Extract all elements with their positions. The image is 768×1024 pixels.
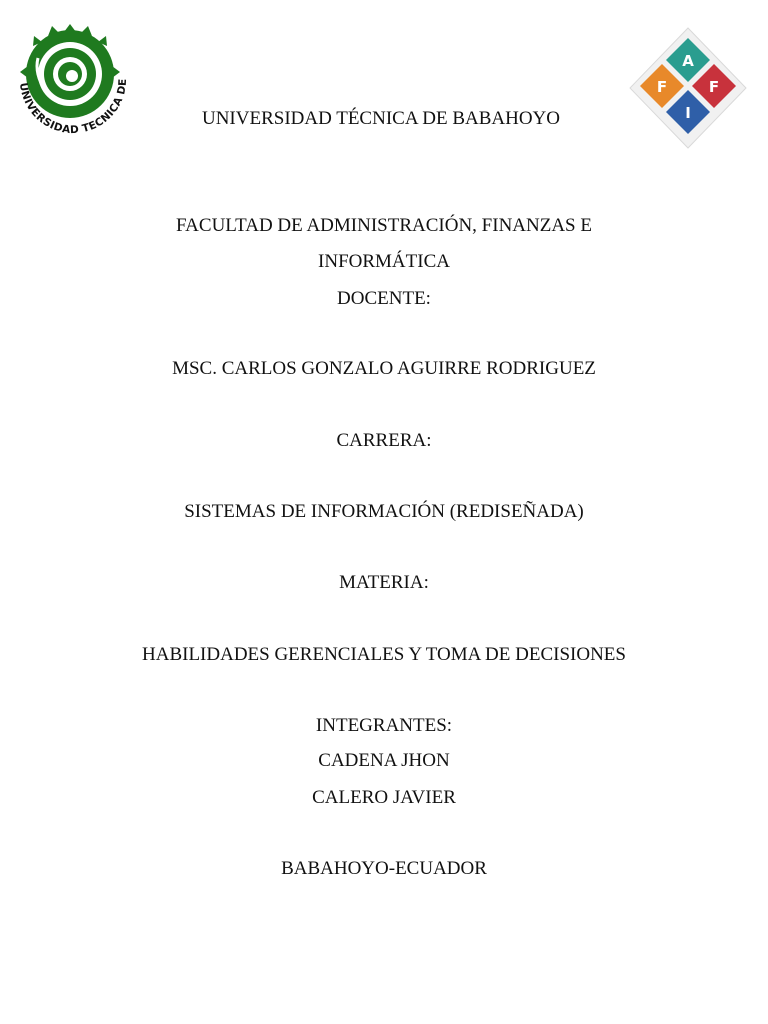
teacher-label: DOCENTE:	[337, 288, 431, 309]
faculty-line-2: INFORMÁTICA	[318, 251, 450, 272]
subject-name: HABILIDADES GERENCIALES Y TOMA DE DECISIONES	[142, 644, 626, 665]
logo-letter-a: A	[682, 52, 694, 70]
logo-letter-f-right: F	[708, 78, 720, 96]
career-label: CARRERA:	[336, 430, 432, 451]
location: BABAHOYO-ECUADOR	[281, 858, 487, 879]
member-name: CALERO JAVIER	[312, 787, 456, 808]
faci-faculty-logo-icon	[626, 24, 750, 152]
career-name: SISTEMAS DE INFORMACIÓN (REDISEÑADA)	[184, 501, 584, 522]
teacher-name: MSC. CARLOS GONZALO AGUIRRE RODRIGUEZ	[172, 358, 596, 379]
university-title: UNIVERSIDAD TÉCNICA DE BABAHOYO	[201, 108, 560, 129]
member-name: CADENA JHON	[318, 750, 450, 771]
logo-letter-f-left: F	[656, 78, 668, 96]
logo-letter-i: I	[685, 104, 691, 122]
subject-label: MATERIA:	[339, 572, 429, 593]
faculty-logo	[626, 24, 750, 152]
faculty-line-1: FACULTAD DE ADMINISTRACIÓN, FINANZAS E	[176, 215, 592, 236]
members-label: INTEGRANTES:	[315, 715, 453, 736]
seal-ring-text: UNIVERSIDAD TECNICA DE	[16, 78, 130, 137]
